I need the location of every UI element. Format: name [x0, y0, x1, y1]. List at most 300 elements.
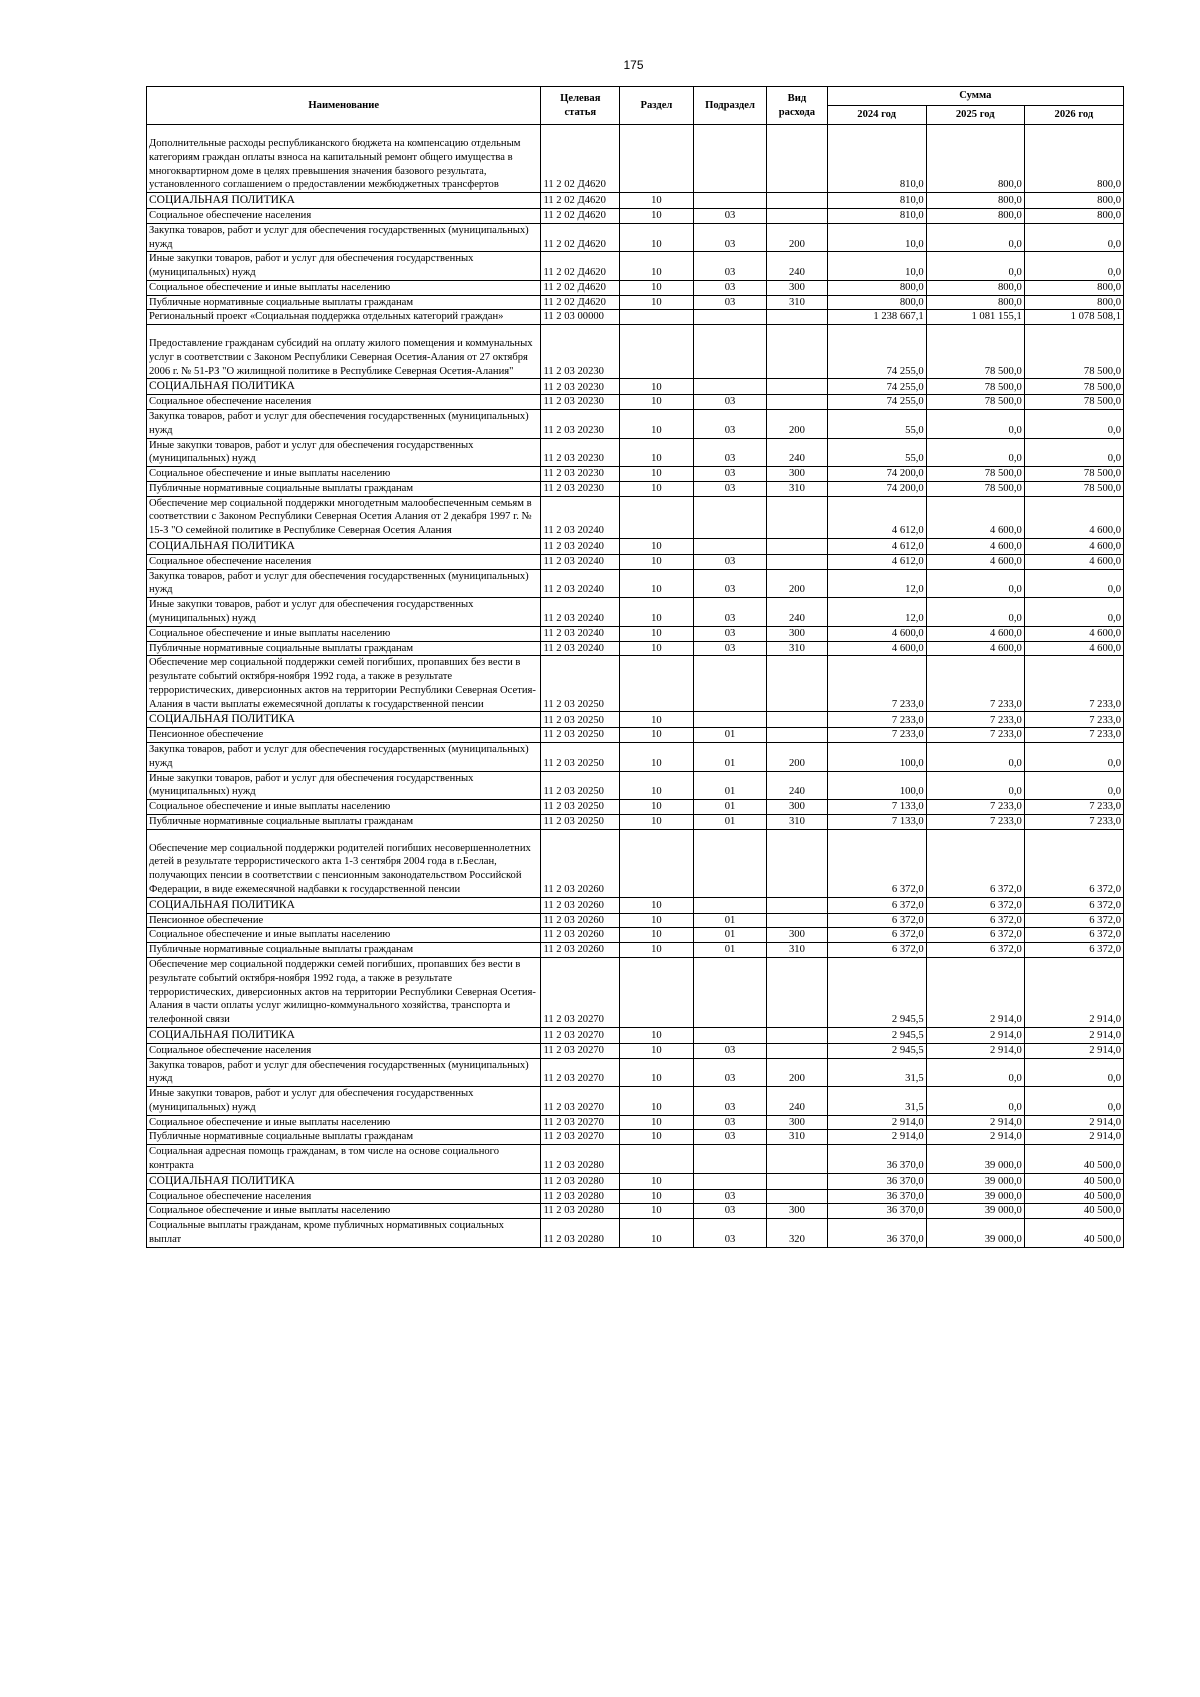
row-sum-2025: 2 914,0 [926, 957, 1024, 1027]
table-row [147, 1058, 1124, 1087]
row-sum-2026: 0,0 [1024, 223, 1123, 252]
row-sum-2024: 74 255,0 [827, 395, 926, 410]
row-name: Социальное обеспечение и иные выплаты населению [147, 800, 541, 815]
row-expense-kind [767, 913, 827, 928]
row-target-code: 11 2 03 00000 [541, 310, 620, 325]
table-row [147, 1145, 1124, 1174]
row-section: 10 [620, 943, 694, 958]
row-subsection: 01 [693, 728, 767, 743]
row-section: 10 [620, 641, 694, 656]
header-section: Раздел [620, 87, 694, 125]
row-subsection: 03 [693, 1115, 767, 1130]
row-sum-2026: 6 372,0 [1024, 943, 1123, 958]
row-section [620, 125, 694, 193]
row-name: Социальное обеспечение населения [147, 209, 541, 224]
row-name: Социальное обеспечение населения [147, 554, 541, 569]
row-section: 10 [620, 913, 694, 928]
row-target-code: 11 2 03 20240 [541, 569, 620, 598]
row-section [620, 325, 694, 379]
row-target-code: 11 2 03 20240 [541, 554, 620, 569]
row-sum-2025: 4 600,0 [926, 641, 1024, 656]
row-target-code: 11 2 03 20270 [541, 957, 620, 1027]
row-subsection: 03 [693, 280, 767, 295]
row-target-code: 11 2 02 Д4620 [541, 280, 620, 295]
table-header [147, 87, 1124, 125]
row-expense-kind [767, 957, 827, 1027]
row-expense-kind: 240 [767, 1087, 827, 1116]
header-kind: Вид расхода [767, 87, 827, 125]
row-sum-2025: 0,0 [926, 1087, 1024, 1116]
row-target-code: 11 2 03 20270 [541, 1087, 620, 1116]
row-subsection: 03 [693, 252, 767, 281]
table-row [147, 771, 1124, 800]
row-name: Социальная адресная помощь гражданам, в том числе на основе социального контракта [147, 1145, 541, 1174]
row-expense-kind: 310 [767, 481, 827, 496]
row-sum-2025: 0,0 [926, 252, 1024, 281]
row-expense-kind [767, 395, 827, 410]
row-sum-2025: 7 233,0 [926, 656, 1024, 712]
table-row [147, 1115, 1124, 1130]
row-expense-kind: 300 [767, 800, 827, 815]
row-target-code: 11 2 03 20270 [541, 1115, 620, 1130]
row-sum-2026: 4 600,0 [1024, 539, 1123, 555]
row-name: Социальное обеспечение и иные выплаты населению [147, 280, 541, 295]
row-sum-2026: 7 233,0 [1024, 814, 1123, 829]
row-sum-2026: 2 914,0 [1024, 1130, 1123, 1145]
row-expense-kind [767, 125, 827, 193]
row-sum-2025: 7 233,0 [926, 814, 1024, 829]
row-section: 10 [620, 252, 694, 281]
row-name: Региональный проект «Социальная поддержка отдельных категорий граждан» [147, 310, 541, 325]
table-row [147, 569, 1124, 598]
row-sum-2025: 800,0 [926, 295, 1024, 310]
row-sum-2025: 39 000,0 [926, 1219, 1024, 1248]
row-subsection [693, 897, 767, 913]
row-expense-kind [767, 193, 827, 209]
row-sum-2026: 6 372,0 [1024, 928, 1123, 943]
row-name: Пенсионное обеспечение [147, 913, 541, 928]
row-sum-2025: 7 233,0 [926, 800, 1024, 815]
row-sum-2025: 4 600,0 [926, 626, 1024, 641]
row-sum-2025: 6 372,0 [926, 913, 1024, 928]
row-sum-2024: 6 372,0 [827, 943, 926, 958]
row-expense-kind: 320 [767, 1219, 827, 1248]
row-section: 10 [620, 1219, 694, 1248]
table-row [147, 829, 1124, 897]
table-row [147, 1087, 1124, 1116]
row-sum-2024: 12,0 [827, 598, 926, 627]
row-target-code: 11 2 03 20270 [541, 1027, 620, 1043]
row-expense-kind [767, 1027, 827, 1043]
row-section: 10 [620, 897, 694, 913]
row-section: 10 [620, 193, 694, 209]
row-target-code: 11 2 03 20230 [541, 325, 620, 379]
row-expense-kind [767, 209, 827, 224]
table-row [147, 1219, 1124, 1248]
row-section: 10 [620, 800, 694, 815]
row-expense-kind [767, 712, 827, 728]
row-sum-2025: 0,0 [926, 1058, 1024, 1087]
table-row [147, 626, 1124, 641]
row-sum-2024: 100,0 [827, 743, 926, 772]
row-section: 10 [620, 743, 694, 772]
row-target-code: 11 2 03 20280 [541, 1189, 620, 1204]
row-sum-2024: 36 370,0 [827, 1219, 926, 1248]
table-row [147, 481, 1124, 496]
page-number: 175 [623, 58, 644, 72]
row-sum-2026: 78 500,0 [1024, 395, 1123, 410]
row-subsection: 01 [693, 913, 767, 928]
row-sum-2026: 0,0 [1024, 438, 1123, 467]
row-sum-2025: 4 600,0 [926, 554, 1024, 569]
row-subsection: 03 [693, 481, 767, 496]
row-section: 10 [620, 814, 694, 829]
row-sum-2026: 6 372,0 [1024, 913, 1123, 928]
row-expense-kind: 240 [767, 598, 827, 627]
row-target-code: 11 2 03 20230 [541, 467, 620, 482]
row-sum-2024: 6 372,0 [827, 897, 926, 913]
row-expense-kind: 200 [767, 223, 827, 252]
row-subsection [693, 957, 767, 1027]
table-row [147, 467, 1124, 482]
row-name: Социальное обеспечение населения [147, 1043, 541, 1058]
table-row [147, 897, 1124, 913]
row-subsection: 03 [693, 295, 767, 310]
row-target-code: 11 2 03 20280 [541, 1204, 620, 1219]
row-sum-2026: 40 500,0 [1024, 1219, 1123, 1248]
row-sum-2025: 2 914,0 [926, 1043, 1024, 1058]
row-section: 10 [620, 1130, 694, 1145]
row-sum-2024: 74 255,0 [827, 379, 926, 395]
row-section [620, 1145, 694, 1174]
row-sum-2024: 6 372,0 [827, 829, 926, 897]
row-sum-2025: 78 500,0 [926, 481, 1024, 496]
row-sum-2025: 2 914,0 [926, 1130, 1024, 1145]
row-sum-2026: 40 500,0 [1024, 1189, 1123, 1204]
row-section: 10 [620, 1115, 694, 1130]
row-sum-2024: 7 233,0 [827, 656, 926, 712]
row-expense-kind: 200 [767, 1058, 827, 1087]
row-section: 10 [620, 539, 694, 555]
row-sum-2024: 12,0 [827, 569, 926, 598]
table-row [147, 223, 1124, 252]
row-target-code: 11 2 02 Д4620 [541, 125, 620, 193]
row-expense-kind: 300 [767, 626, 827, 641]
row-expense-kind: 300 [767, 928, 827, 943]
row-name: Публичные нормативные социальные выплаты гражданам [147, 481, 541, 496]
row-expense-kind: 240 [767, 252, 827, 281]
row-sum-2025: 39 000,0 [926, 1189, 1024, 1204]
row-expense-kind: 200 [767, 410, 827, 439]
row-target-code: 11 2 03 20230 [541, 410, 620, 439]
row-expense-kind [767, 1173, 827, 1189]
row-sum-2026: 78 500,0 [1024, 325, 1123, 379]
table-row [147, 913, 1124, 928]
row-section: 10 [620, 771, 694, 800]
row-target-code: 11 2 03 20250 [541, 800, 620, 815]
table-row [147, 943, 1124, 958]
row-sum-2026: 800,0 [1024, 125, 1123, 193]
row-expense-kind: 200 [767, 743, 827, 772]
row-subsection [693, 125, 767, 193]
table-row [147, 438, 1124, 467]
row-name: Публичные нормативные социальные выплаты гражданам [147, 943, 541, 958]
row-sum-2024: 6 372,0 [827, 928, 926, 943]
row-sum-2025: 7 233,0 [926, 712, 1024, 728]
table-row [147, 598, 1124, 627]
row-sum-2024: 2 914,0 [827, 1115, 926, 1130]
row-sum-2024: 7 233,0 [827, 728, 926, 743]
row-expense-kind [767, 1043, 827, 1058]
table-body [147, 125, 1124, 1248]
row-sum-2025: 78 500,0 [926, 379, 1024, 395]
row-subsection: 03 [693, 1058, 767, 1087]
row-section: 10 [620, 1204, 694, 1219]
row-sum-2024: 4 612,0 [827, 496, 926, 538]
row-target-code: 11 2 03 20270 [541, 1043, 620, 1058]
table-row [147, 209, 1124, 224]
table-row [147, 410, 1124, 439]
row-sum-2026: 1 078 508,1 [1024, 310, 1123, 325]
row-target-code: 11 2 03 20250 [541, 743, 620, 772]
row-sum-2026: 78 500,0 [1024, 379, 1123, 395]
row-subsection: 03 [693, 467, 767, 482]
row-target-code: 11 2 03 20230 [541, 395, 620, 410]
row-expense-kind: 200 [767, 569, 827, 598]
row-section: 10 [620, 223, 694, 252]
table-row [147, 1027, 1124, 1043]
row-target-code: 11 2 03 20240 [541, 539, 620, 555]
row-section [620, 957, 694, 1027]
row-sum-2024: 2 945,5 [827, 1043, 926, 1058]
row-section: 10 [620, 712, 694, 728]
table-row [147, 814, 1124, 829]
row-section: 10 [620, 569, 694, 598]
header-2024: 2024 год [827, 106, 926, 125]
row-name: Иные закупки товаров, работ и услуг для обеспечения государственных (муниципальных) нужд [147, 1087, 541, 1116]
row-sum-2025: 0,0 [926, 223, 1024, 252]
row-subsection: 01 [693, 800, 767, 815]
row-expense-kind [767, 829, 827, 897]
row-sum-2024: 7 133,0 [827, 800, 926, 815]
table-row [147, 395, 1124, 410]
row-subsection: 03 [693, 569, 767, 598]
row-target-code: 11 2 03 20270 [541, 1130, 620, 1145]
row-name: Закупка товаров, работ и услуг для обеспечения государственных (муниципальных) нужд [147, 569, 541, 598]
row-section: 10 [620, 626, 694, 641]
table-row [147, 1130, 1124, 1145]
row-sum-2024: 4 612,0 [827, 539, 926, 555]
row-subsection: 03 [693, 438, 767, 467]
row-section: 10 [620, 554, 694, 569]
row-subsection [693, 656, 767, 712]
row-name: Публичные нормативные социальные выплаты гражданам [147, 295, 541, 310]
row-sum-2025: 4 600,0 [926, 539, 1024, 555]
row-target-code: 11 2 03 20230 [541, 379, 620, 395]
table-row [147, 496, 1124, 538]
row-sum-2026: 800,0 [1024, 295, 1123, 310]
row-sum-2026: 4 600,0 [1024, 554, 1123, 569]
row-expense-kind [767, 310, 827, 325]
table-row [147, 1043, 1124, 1058]
row-sum-2025: 6 372,0 [926, 829, 1024, 897]
row-sum-2026: 0,0 [1024, 569, 1123, 598]
row-subsection: 01 [693, 814, 767, 829]
row-name: Социальные выплаты гражданам, кроме публичных нормативных социальных выплат [147, 1219, 541, 1248]
row-name: СОЦИАЛЬНАЯ ПОЛИТИКА [147, 897, 541, 913]
row-sum-2026: 2 914,0 [1024, 1027, 1123, 1043]
table-row [147, 1189, 1124, 1204]
row-subsection [693, 325, 767, 379]
row-sum-2026: 40 500,0 [1024, 1145, 1123, 1174]
row-name: Социальное обеспечение и иные выплаты населению [147, 626, 541, 641]
row-section: 10 [620, 598, 694, 627]
row-sum-2024: 1 238 667,1 [827, 310, 926, 325]
row-section: 10 [620, 1173, 694, 1189]
row-expense-kind: 310 [767, 295, 827, 310]
row-section: 10 [620, 379, 694, 395]
row-name: Закупка товаров, работ и услуг для обеспечения государственных (муниципальных) нужд [147, 223, 541, 252]
row-expense-kind: 310 [767, 1130, 827, 1145]
row-sum-2026: 4 600,0 [1024, 496, 1123, 538]
row-target-code: 11 2 03 20250 [541, 728, 620, 743]
table-row [147, 379, 1124, 395]
row-target-code: 11 2 03 20230 [541, 481, 620, 496]
row-sum-2024: 4 600,0 [827, 641, 926, 656]
header-subsection: Подраздел [693, 87, 767, 125]
row-sum-2025: 0,0 [926, 771, 1024, 800]
row-target-code: 11 2 03 20260 [541, 897, 620, 913]
row-sum-2026: 0,0 [1024, 252, 1123, 281]
row-sum-2026: 2 914,0 [1024, 1115, 1123, 1130]
row-target-code: 11 2 03 20260 [541, 913, 620, 928]
row-subsection [693, 712, 767, 728]
row-sum-2025: 800,0 [926, 193, 1024, 209]
row-sum-2024: 4 600,0 [827, 626, 926, 641]
row-sum-2025: 2 914,0 [926, 1027, 1024, 1043]
row-target-code: 11 2 03 20280 [541, 1145, 620, 1174]
row-name: Дополнительные расходы республиканского бюджета на компенсацию отдельным категориям граждан оплаты взноса на капитальный ремонт общего имущества в многоквартирном доме в целях превышения значения базового результата, установленного соглашением о предоставлении межбюджетных трансфертов [147, 125, 541, 193]
row-name: Иные закупки товаров, работ и услуг для обеспечения государственных (муниципальных) нужд [147, 252, 541, 281]
row-sum-2024: 2 945,5 [827, 1027, 926, 1043]
table-row [147, 1173, 1124, 1189]
table-row [147, 280, 1124, 295]
row-expense-kind [767, 496, 827, 538]
row-subsection [693, 1173, 767, 1189]
table-row [147, 325, 1124, 379]
row-section: 10 [620, 209, 694, 224]
table-row [147, 252, 1124, 281]
row-target-code: 11 2 03 20250 [541, 712, 620, 728]
row-name: СОЦИАЛЬНАЯ ПОЛИТИКА [147, 539, 541, 555]
row-subsection [693, 1145, 767, 1174]
row-sum-2025: 78 500,0 [926, 395, 1024, 410]
row-name: Публичные нормативные социальные выплаты гражданам [147, 814, 541, 829]
row-section [620, 496, 694, 538]
row-subsection: 01 [693, 943, 767, 958]
row-name: Закупка товаров, работ и услуг для обеспечения государственных (муниципальных) нужд [147, 1058, 541, 1087]
row-sum-2026: 0,0 [1024, 1058, 1123, 1087]
row-name: Закупка товаров, работ и услуг для обеспечения государственных (муниципальных) нужд [147, 410, 541, 439]
row-name: Обеспечение мер социальной поддержки многодетным малообеспеченным семьям в соответствии с Законом Республики Северная Осетия Алания от 2 декабря 1997 г. № 15-З "О семейной политике в Республике Северная Осетия Алания [147, 496, 541, 538]
row-expense-kind: 310 [767, 814, 827, 829]
row-name: СОЦИАЛЬНАЯ ПОЛИТИКА [147, 1173, 541, 1189]
row-section: 10 [620, 1043, 694, 1058]
row-section: 10 [620, 280, 694, 295]
row-subsection: 03 [693, 395, 767, 410]
row-sum-2026: 0,0 [1024, 771, 1123, 800]
row-sum-2024: 4 612,0 [827, 554, 926, 569]
row-subsection: 01 [693, 928, 767, 943]
row-sum-2024: 810,0 [827, 125, 926, 193]
row-target-code: 11 2 02 Д4620 [541, 209, 620, 224]
row-target-code: 11 2 02 Д4620 [541, 295, 620, 310]
header-2026: 2026 год [1024, 106, 1123, 125]
row-section [620, 829, 694, 897]
row-name: Обеспечение мер социальной поддержки семей погибших, пропавших без вести в результате событий октября-ноября 1992 года, а также в результате террористических, диверсионных актов на территории Республики Северная Осетия-Алания в части оплаты услуг жилищно-коммунального хозяйства, транспорта и телефонной связи [147, 957, 541, 1027]
table-row [147, 554, 1124, 569]
row-subsection [693, 193, 767, 209]
row-section: 10 [620, 395, 694, 410]
header-sum: Сумма [827, 87, 1123, 106]
row-section: 10 [620, 1087, 694, 1116]
row-sum-2024: 7 133,0 [827, 814, 926, 829]
row-name: СОЦИАЛЬНАЯ ПОЛИТИКА [147, 379, 541, 395]
row-name: Иные закупки товаров, работ и услуг для обеспечения государственных (муниципальных) нужд [147, 598, 541, 627]
row-subsection [693, 310, 767, 325]
row-subsection [693, 539, 767, 555]
row-sum-2025: 7 233,0 [926, 728, 1024, 743]
budget-table [146, 86, 1124, 1248]
row-sum-2026: 800,0 [1024, 280, 1123, 295]
row-subsection [693, 1027, 767, 1043]
row-sum-2026: 78 500,0 [1024, 467, 1123, 482]
row-section [620, 656, 694, 712]
row-sum-2025: 0,0 [926, 743, 1024, 772]
row-name: Социальное обеспечение населения [147, 1189, 541, 1204]
row-sum-2025: 0,0 [926, 598, 1024, 627]
row-name: Публичные нормативные социальные выплаты гражданам [147, 1130, 541, 1145]
row-subsection: 03 [693, 598, 767, 627]
row-section: 10 [620, 410, 694, 439]
row-sum-2026: 2 914,0 [1024, 957, 1123, 1027]
row-sum-2024: 74 200,0 [827, 467, 926, 482]
row-sum-2024: 36 370,0 [827, 1189, 926, 1204]
table-row [147, 539, 1124, 555]
row-name: Социальное обеспечение и иные выплаты населению [147, 467, 541, 482]
row-expense-kind: 310 [767, 943, 827, 958]
row-subsection: 03 [693, 1204, 767, 1219]
row-name: Обеспечение мер социальной поддержки семей погибших, пропавших без вести в результате событий октября-ноября 1992 года, а также в результате террористических, диверсионных актов на территории Республики Северная Осетия-Алания в части выплаты ежемесячной доплаты к государственной пенсии [147, 656, 541, 712]
table-row [147, 295, 1124, 310]
row-sum-2026: 0,0 [1024, 410, 1123, 439]
row-sum-2025: 800,0 [926, 209, 1024, 224]
row-subsection: 01 [693, 743, 767, 772]
row-sum-2025: 800,0 [926, 280, 1024, 295]
row-subsection [693, 829, 767, 897]
row-sum-2026: 40 500,0 [1024, 1173, 1123, 1189]
row-sum-2026: 800,0 [1024, 209, 1123, 224]
table-row [147, 743, 1124, 772]
row-subsection: 03 [693, 410, 767, 439]
row-sum-2026: 800,0 [1024, 193, 1123, 209]
row-subsection: 03 [693, 223, 767, 252]
row-sum-2024: 74 200,0 [827, 481, 926, 496]
row-sum-2024: 800,0 [827, 280, 926, 295]
row-sum-2024: 6 372,0 [827, 913, 926, 928]
row-sum-2026: 4 600,0 [1024, 626, 1123, 641]
row-sum-2024: 55,0 [827, 438, 926, 467]
